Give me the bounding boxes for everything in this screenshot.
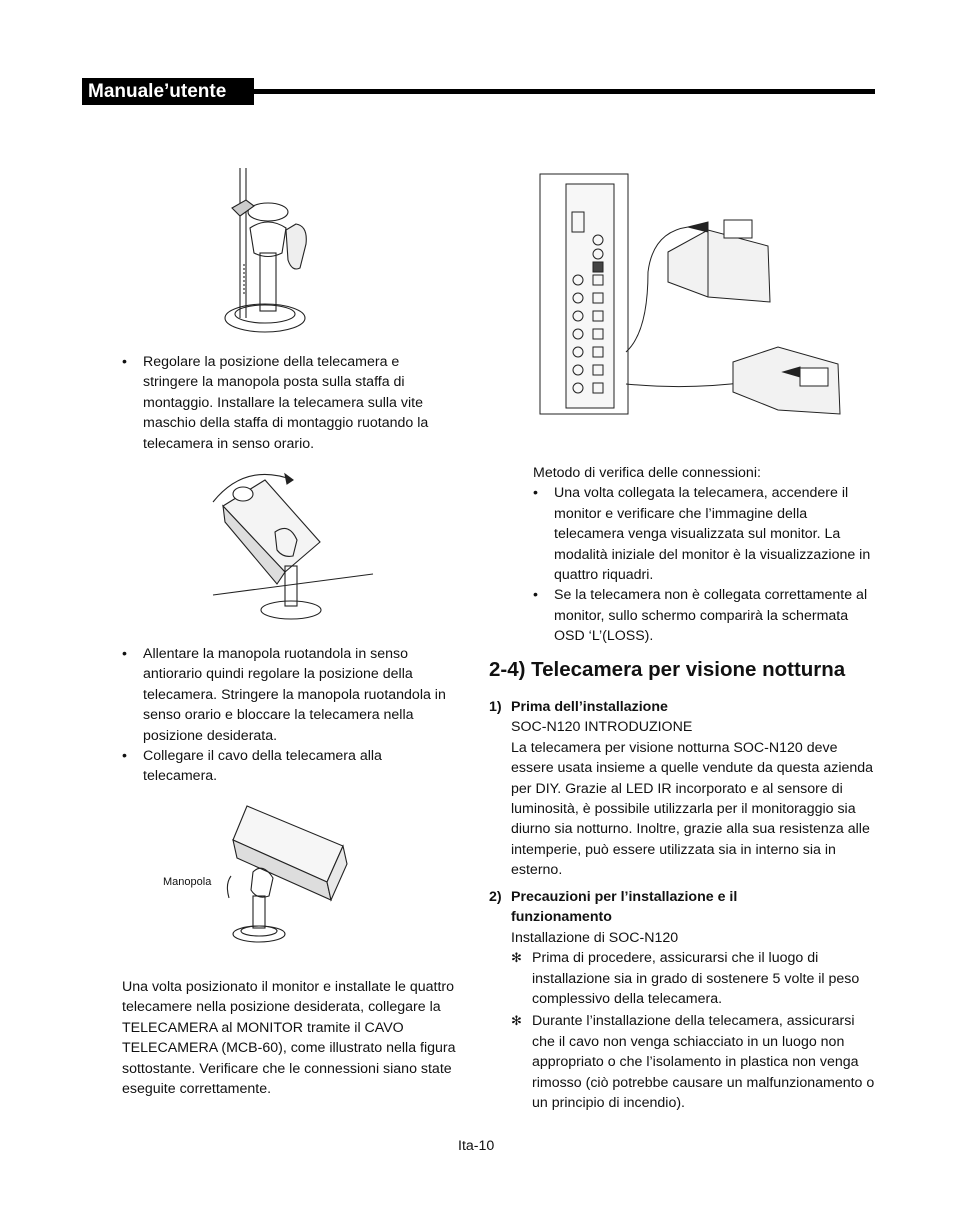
subsection-1 <box>489 697 879 881</box>
section-title: 2-4) Telecamera per visione notturna <box>489 658 846 681</box>
subsection-2-number: 2) <box>489 889 502 905</box>
connection-check <box>533 463 878 647</box>
list-item: • Regolare la posizione della telecamera e stringere la manopola posta sulla staffa di montaggio. Installare la telecamera sulla vite maschio della staffa di montaggio ruotando la telecamera in senso orario. <box>122 352 457 454</box>
left-bullets-2 <box>122 644 457 787</box>
list-item: • Una volta collegata la telecamera, accendere il monitor e verificare che l’immagine della telecamera venga visualizzata sul monitor. La modalità iniziale del monitor è la visualizzazione in quattro riquadri. <box>533 483 878 585</box>
list-item: • Collegare il cavo della telecamera alla telecamera. <box>122 746 457 787</box>
list-item: • Se la telecamera non è collegata correttamente al monitor, sullo schermo comparirà la schermata OSD ‘L’(LOSS). <box>533 585 878 646</box>
list-item: ✻ Durante l’installazione della telecamera, assicurarsi che il cavo non venga schiacciato in un luogo non appropriato o che l’isolamento in plastica non venga rimosso (ciò potrebbe causare un malfunzionamento o un principio di incendio). <box>511 1011 879 1113</box>
figure-camera-knob <box>215 800 355 955</box>
subsection-2-heading: Precauzioni per l’installazione e il funzionamento <box>511 889 738 926</box>
subsection-2-line1: Installazione di SOC-N120 <box>511 929 679 946</box>
subsection-1-heading: Prima dell’installazione <box>511 699 668 715</box>
page-number: Ita-10 <box>458 1138 495 1154</box>
figure-rotate-camera <box>205 462 380 627</box>
header-rule <box>254 89 875 94</box>
subsection-1-paragraph: La telecamera per visione notturna SOC-N120 deve essere usata insieme a quelle vendute da questa azienda per DIY. Grazie al LED IR incorporato e al sensore di luminosità, è possibile utilizzarla per il monitoraggio sia diurno sia notturno. Inoltre, grazie alla sua resistenza alle intemperie, può essere utilizzata sia in interno sia in esterno. <box>511 739 874 879</box>
subsection-1-number: 1) <box>489 699 502 715</box>
figure-caption-knob: Manopola <box>163 876 212 888</box>
left-bullets-1 <box>122 352 457 454</box>
figure-mount-bracket <box>210 168 330 338</box>
figure-connection-diagram <box>538 172 878 422</box>
left-closing-paragraph: Una volta posizionato il monitor e installate le quattro telecamere nella posizione desiderata, collegare la TELECAMERA al MONITOR tramite il CAVO TELECAMERA (MCB-60), come illustrato nella figura sottostante. Verificare che le connessioni siano state eseguite correttamente. <box>122 979 456 1098</box>
header-title: Manuale’utente <box>82 78 254 105</box>
list-item: ✻ Prima di procedere, assicurarsi che il luogo di installazione sia in grado di sostenere 5 volte il peso complessivo della telecamera. <box>511 948 879 1009</box>
connection-check-title: Metodo di verifica delle connessioni: <box>533 465 761 481</box>
subsection-1-line1: SOC-N120 INTRODUZIONE <box>511 719 693 736</box>
list-item: • Allentare la manopola ruotandola in senso antiorario quindi regolare la posizione della telecamera. Stringere la manopola ruotandola in senso orario e bloccare la telecamera nella posizione desiderata. <box>122 644 457 746</box>
subsection-2 <box>489 887 879 1115</box>
